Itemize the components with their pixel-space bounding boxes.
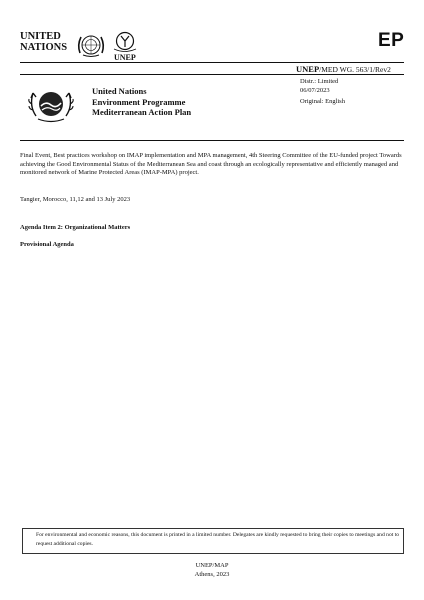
symbol-rest: /MED WG. 563/1/Rev2 bbox=[319, 65, 391, 74]
symbol-divider bbox=[20, 74, 404, 75]
title-paragraph: Final Event, Best practices workshop on IMAP implementation and MPA management, 4th Steering Committee of the EU-funded project Towards achieving the Good Environmental Status of the Mediterranean Sea and coast through an ecologically representative and efficiently managed and monitored network of Marine Protected Areas (IMAP-MPA) project. bbox=[20, 152, 402, 177]
org-line1: United Nations bbox=[92, 86, 147, 96]
ep-code: EP bbox=[378, 30, 405, 51]
org-line3: Mediterranean Action Plan bbox=[92, 107, 192, 117]
org-line2: Environment Programme bbox=[92, 96, 186, 107]
document-meta bbox=[300, 78, 345, 107]
map-logo-icon bbox=[24, 84, 78, 124]
un-wordmark bbox=[20, 31, 67, 53]
footer-publisher: UNEP/MAP bbox=[195, 562, 229, 569]
meeting-location: Tangier, Morocco, 11,12 and 13 July 2023 bbox=[20, 196, 131, 203]
unep-label: UNEP bbox=[114, 53, 136, 62]
provisional-agenda-heading: Provisional Agenda bbox=[20, 241, 74, 248]
unep-logo-icon bbox=[112, 31, 138, 53]
symbol-prefix: UNEP bbox=[296, 64, 320, 74]
un-line2: NATIONS bbox=[20, 42, 68, 53]
document-symbol bbox=[296, 64, 391, 74]
footer-place-year: Athens, 2023 bbox=[194, 571, 230, 578]
agenda-item-heading: Agenda Item 2: Organizational Matters bbox=[20, 224, 131, 231]
distribution: Distr.: Limited bbox=[300, 78, 339, 85]
header-divider bbox=[20, 62, 404, 63]
un-emblem-icon bbox=[76, 31, 106, 59]
organization-name bbox=[92, 86, 191, 118]
org-divider bbox=[20, 140, 404, 141]
un-line1: UNITED bbox=[20, 31, 61, 42]
document-date: 06/07/2023 bbox=[300, 86, 330, 94]
original-language: Original: English bbox=[300, 98, 345, 105]
notice-text: For environmental and economic reasons, this document is printed in a limited number. Delegates are kindly requested to bring their copies to meetings and not to request additional copies. bbox=[36, 532, 400, 547]
